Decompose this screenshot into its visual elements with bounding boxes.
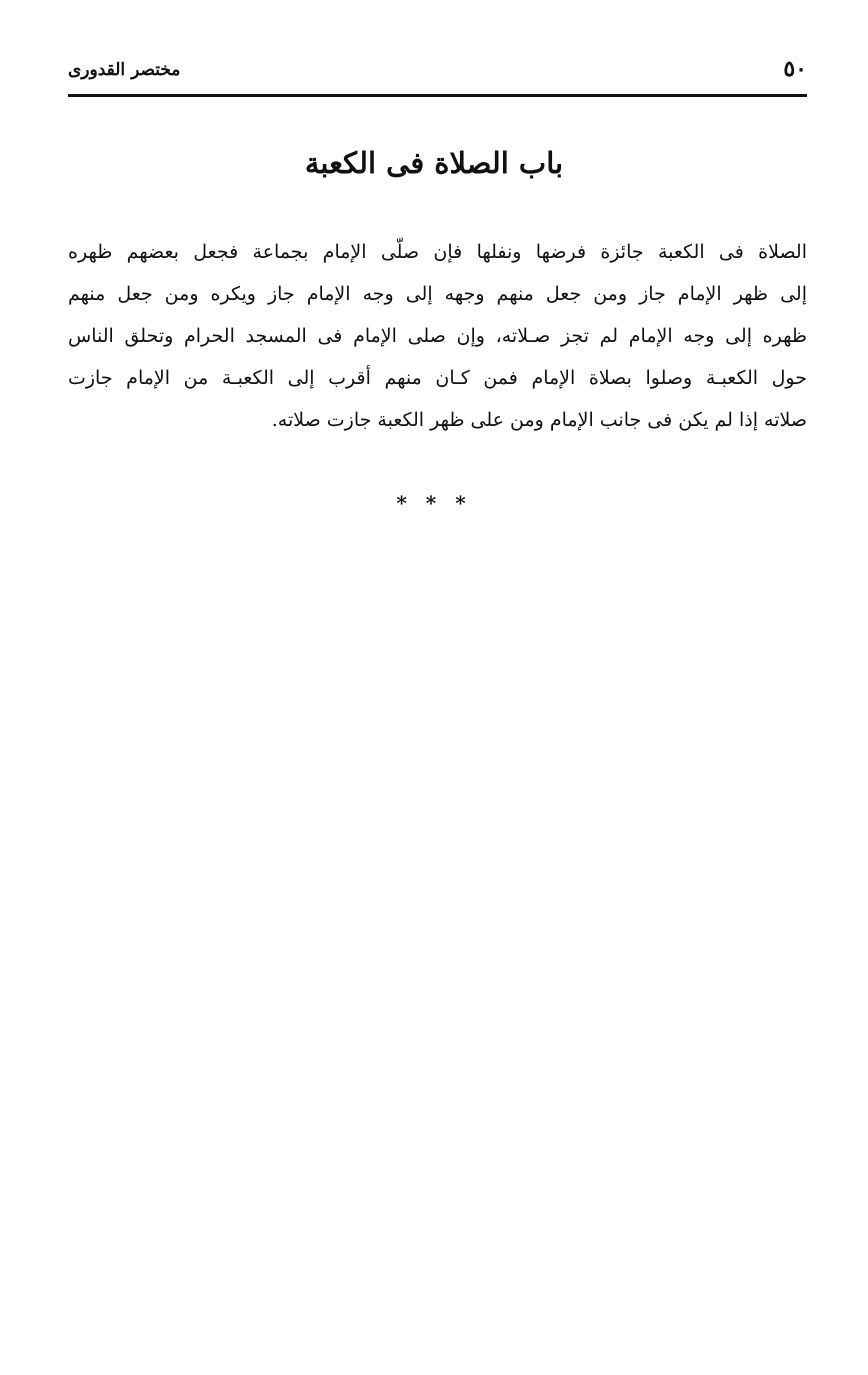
body-line: إلى ظهر الإمام جاز ومن جعل منهم وجهه إلى وجه الإمام جاز ويكره ومن جعل منهم bbox=[68, 283, 807, 305]
body-paragraph bbox=[68, 231, 807, 441]
body-line: حول الكعبـة وصلوا بصلاة الإمام فمن كـان منهم أقرب إلى الكعبـة من الإمام جازت bbox=[68, 367, 807, 389]
page-number: ٥٠ bbox=[783, 56, 807, 82]
book-title: مختصر القدورى bbox=[68, 60, 181, 80]
body-line: صلاته إذا لم يكن فى جانب الإمام ومن على ظهر الكعبة جازت صلاته. bbox=[271, 409, 807, 431]
chapter-heading: باب الصلاة فى الكعبة bbox=[304, 146, 564, 180]
section-end-ornament: * * * bbox=[396, 491, 472, 515]
header-rule bbox=[68, 94, 807, 97]
body-line: ظهره إلى وجه الإمام لم تجز صـلاته، وإن صلى الإمام فى المسجد الحرام وتحلق الناس bbox=[68, 325, 807, 347]
body-line: الصلاة فى الكعبة جائزة فرضها ونفلها فإن صلّى الإمام بجماعة فجعل بعضهم ظهره bbox=[68, 241, 807, 263]
running-header bbox=[68, 52, 807, 94]
